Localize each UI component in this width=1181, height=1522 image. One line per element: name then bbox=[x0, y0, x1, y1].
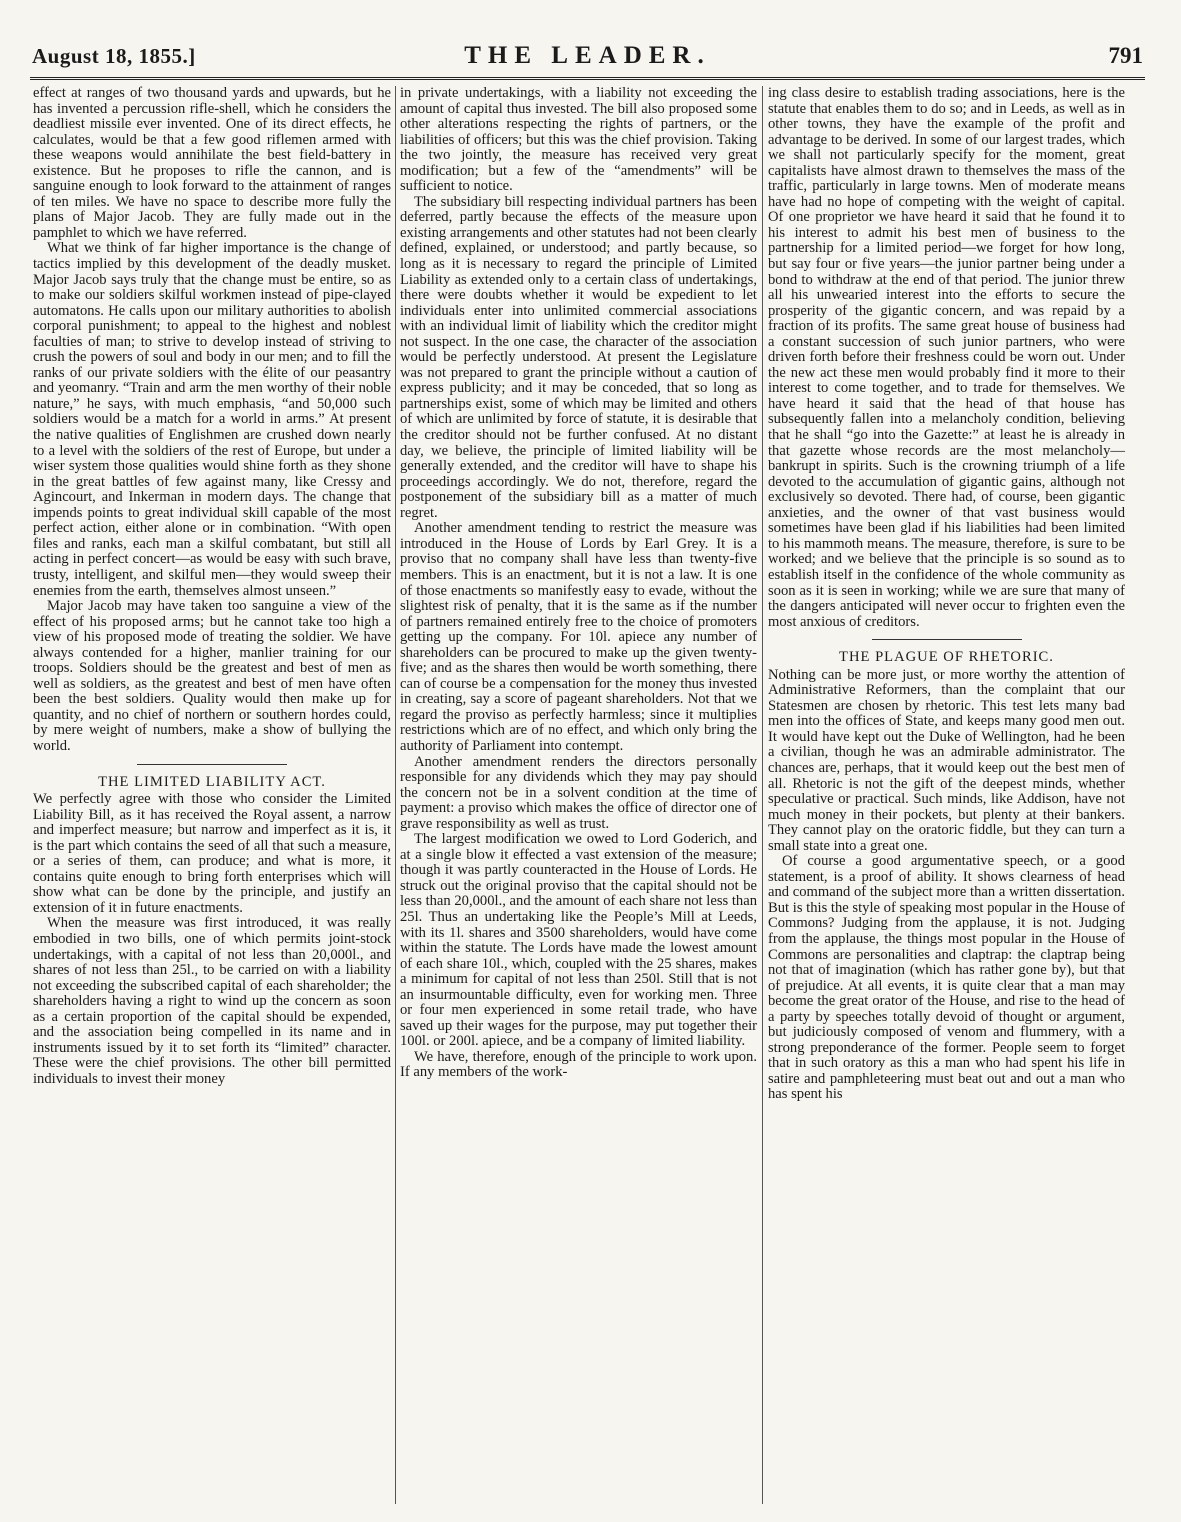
column-rule bbox=[395, 86, 396, 1504]
paragraph: What we think of far higher importance is the change of tactics implied by this development of the deadly musket. Major Jacob says truly that the change must be entire, so as to make our soldiers skilful workmen instead of pipe-clayed automatons. He calls upon our military authorities to abolish corporal punishment; to appeal to the highest and noblest faculties of man; to strive to develop instead of striving to crush the powers of soul and body in our men; and to fill the ranks of our private soldiers with the élite of our peasantry and yeomanry. “Train and arm the men worthy of their noble nature,” he says, with much emphasis, “and 50,000 such soldiers would be a match for a world in arms.” At present the native qualities of Englishmen are crushed down nearly to a level with the soldiers of the rest of Europe, but under a wiser system those qualities would shine forth as they shone in the great battles of few against many, like Cressy and Agincourt, and Inkerman in modern days. The change that impends points to great individual skill capable of the most perfect action, either alone or in combination. “With open files and ranks, each man a skilful combatant, but still all acting in perfect concert—as would be easy with such brave, trusty, intelligent, and skilful men—they would sweep their enemies from the earth, themselves almost unseen.” bbox=[33, 240, 391, 599]
paragraph: Major Jacob may have taken too sanguine a view of the effect of his proposed arms; but he cannot take too high a view of his proposed mode of treating the soldier. We have always contended for a higher, manlier training for our troops. Soldiers should be the greatest and best of men as well as soldiers, as the greatest and best of men have often been the best soldiers. Quality would then make up for quantity, and no chief of northern or southern hordes could, by mere weight of numbers, make a show of bullying the world. bbox=[33, 598, 391, 754]
paragraph: When the measure was first introduced, it was really embodied in two bills, one of which permits joint-stock undertakings, with a capital of not less than 20,000l., and shares of not less than 25l., to be carried on with a liability not exceeding the subscribed capital of each shareholder; the shareholders having a right to wind up the concern as soon as a certain proportion of the capital should be expended, and the association being compelled in its name and in instruments issued by it to set forth its “limited” character. These were the chief provisions. The other bill permitted individuals to invest their money bbox=[33, 915, 391, 1087]
section-divider bbox=[137, 764, 287, 765]
issue-date: August 18, 1855.] bbox=[32, 44, 196, 68]
newspaper-title: THE LEADER. bbox=[464, 42, 711, 69]
paragraph: Another amendment tending to restrict the measure was introduced in the House of Lords by Earl Grey. It is a proviso that no company shall have less than twenty-five members. This is an enactment, but it is not a law. It is one of those enactments so manifestly easy to evade, without the slightest risk of penalty, that it is the same as if the number of partners remained entirely free to the choice of promoters getting up the company. For 10l. apiece any number of shareholders can be procured to make up the given twenty-five; and as the shares then would be worth something, there can of course be a compensation for the money thus invested in creating, say a score of pageant shareholders. Not that we regard the proviso as perfectly harmless; since it multiplies restrictions which are of no effect, and which only bring the authority of Parliament into contempt. bbox=[400, 520, 757, 754]
column-2 bbox=[400, 86, 757, 1081]
page-number: 791 bbox=[1108, 43, 1143, 68]
column-1 bbox=[33, 86, 391, 1087]
column-rule bbox=[762, 86, 763, 1504]
paragraph: The largest modification we owed to Lord Goderich, and at a single blow it effected a vast extension of the measure; though it was partly counteracted in the House of Lords. He struck out the original proviso that the capital should not be less than 20,000l., and the amount of each share not less than 25l. Thus an undertaking like the People’s Mill at Leeds, with its 1l. shares and 3500 shareholders, would have come within the statute. The Lords have made the lowest amount of each share 10l., which, coupled with the 25 shares, makes a minimum for capital of not less than 250l. Still that is not an insurmountable difficulty, even for working men. Three or four men experienced in some retail trade, who have saved up their wages for the purpose, may put together their 100l. or 200l. apiece, and be a company of limited liability. bbox=[400, 831, 757, 1050]
paragraph: effect at ranges of two thousand yards and upwards, but he has invented a percussion rifle-shell, which he considers the deadliest missile ever invented. One of its direct effects, he calculates, would be that a few good riflemen armed with these weapons would annihilate the best field-battery in existence. But he proposes to rifle the cannon, and is sanguine enough to look forward to the attainment of ranges of ten miles. We have no space to describe more fully the plans of Major Jacob. They are fully made out in the pamphlet to which we have referred. bbox=[33, 85, 391, 241]
masthead bbox=[30, 40, 1145, 80]
article-heading: THE LIMITED LIABILITY ACT. bbox=[98, 773, 326, 790]
paragraph: ing class desire to establish trading associations, here is the statute that enables them to do so; and in Leeds, as well as in other towns, they have the example of the profit and advantage to be derived. In some of our largest trades, which we shall not particularly specify for the moment, great capitalists have almost drawn to themselves the mass of the traffic, particularly in large towns. Men of moderate means have had no hope of competing with the weight of capital. Of one proprietor we have heard it said that he found it to his interest to admit his best men of business to the partnership for a limited period—we forget for how long, but say four or five years—the junior partner being under a bond to withdraw at the end of that period. The junior threw all his unwearied interest into the efforts to secure the prosperity of the gigantic concern, and was repaid by a fraction of its profits. The same great house of business had a constant succession of such junior partners, who were driven forth before their freshness could be worn out. Under the new act these men would probably find it more to their interest to come together, and to trade for themselves. We have heard it said that the head of that house has subsequently fallen into a melancholy condition, believing that he shall “go into the Gazette:” at least he is already in that gazette whose records are the most melancholy—bankrupt in spirits. Such is the crowning triumph of a life devoted to the accumulation of gigantic gains, although not exclusively so devoted. There had, of course, been gigantic anxieties, and the owner of that vast business would sometimes have been glad if his liabilities had been limited to his mammoth means. The measure, therefore, is sure to be worked; and we believe that the principle is so sound as to establish itself in the confidence of the whole community as soon as it is seen in working; while we are sure that many of the dangers anticipated will never occur to frighten even the most anxious of creditors. bbox=[768, 85, 1125, 630]
paragraph: We perfectly agree with those who consider the Limited Liability Bill, as it has received the Royal assent, a narrow and imperfect measure; but narrow and imperfect as it is, it is the part which contains the seed of all that such a measure, or a series of them, can produce; and what is more, it contains quite enough to bring forth enterprises which will show what can be done by the principle, and justify an extension of it in future enactments. bbox=[33, 791, 391, 916]
paragraph: in private undertakings, with a liability not exceeding the amount of capital thus invested. The bill also proposed some other alterations respecting the rights of partners, or the liabilities of officers; but this was the chief provision. Taking the two jointly, the measure has received very great modification; but a few of the “amendments” will be sufficient to notice. bbox=[400, 85, 757, 195]
article-heading: THE PLAGUE OF RHETORIC. bbox=[839, 649, 1054, 666]
paragraph: Of course a good argumentative speech, or a good statement, is a proof of ability. It shows clearness of head and command of the subject more than a written dissertation. But is this the style of speaking most popular in the House of Commons? Judging from the applause, it is not. Judging from the applause, the things most popular in the House of Commons are personalities and claptrap: the claptrap being not that of imagination (which has rather gone by), but that of prejudice. At all events, it is quite clear that a man may become the great orator of the House, and rise to the head of a party by speeches totally devoid of thought or argument, but judiciously composed of venom and flummery, with a strong preponderance of the former. People seem to forget that in such oratory as this a man who had spent his life in satire and pamphleteering must beat out and out a man who has spent his bbox=[768, 853, 1125, 1103]
paragraph: The subsidiary bill respecting individual partners has been deferred, partly because the effects of the measure upon existing arrangements and other statutes had not been clearly defined, explained, or understood; and partly because, so long as it is necessary to regard the principle of Limited Liability as extended only to a certain class of undertakings, there were doubts whether it would be expedient to let individuals enter into unlimited commercial associations with an individual limit of liability which the creditor might not suspect. In the one case, the character of the association would be perfectly understood. At present the Legislature was not prepared to grant the principle without a caution of express publicity; and it may be conceded, that so long as partnerships exist, some of which may be limited and others of which are unlimited by force of statute, it is desirable that the creditor should not be further confused. At no distant day, we believe, the principle of limited liability will be generally extended, and the creditor will have to shape his proceedings accordingly. We do not, therefore, regard the postponement of the subsidiary bill as a matter of much regret. bbox=[400, 193, 757, 521]
paragraph: Another amendment renders the directors personally responsible for any dividends which they may pay should the concern not be in a solvent condition at the time of payment: a proviso which makes the office of director one of grave responsibility as well as trust. bbox=[400, 753, 757, 832]
paragraph: Nothing can be more just, or more worthy the attention of Administrative Reformers, than the complaint that our Statesmen are chosen by rhetoric. This test lets many bad men into the offices of State, and keeps many good men out. It would have kept out the Duke of Wellington, had he been a civilian, though he was an admirable administrator. The chances are, perhaps, that it would keep out the best men of all. Rhetoric is not the gift of the deepest minds, whether speculative or practical. Such minds, like Addison, have not much money in their pockets, but plenty at their bankers. They cannot play on the oratoric fiddle, but they can turn a small state into a great one. bbox=[768, 666, 1125, 854]
column-3 bbox=[768, 86, 1125, 1103]
paragraph: We have, therefore, enough of the principle to work upon. If any members of the work- bbox=[400, 1048, 757, 1081]
section-divider bbox=[872, 639, 1022, 640]
